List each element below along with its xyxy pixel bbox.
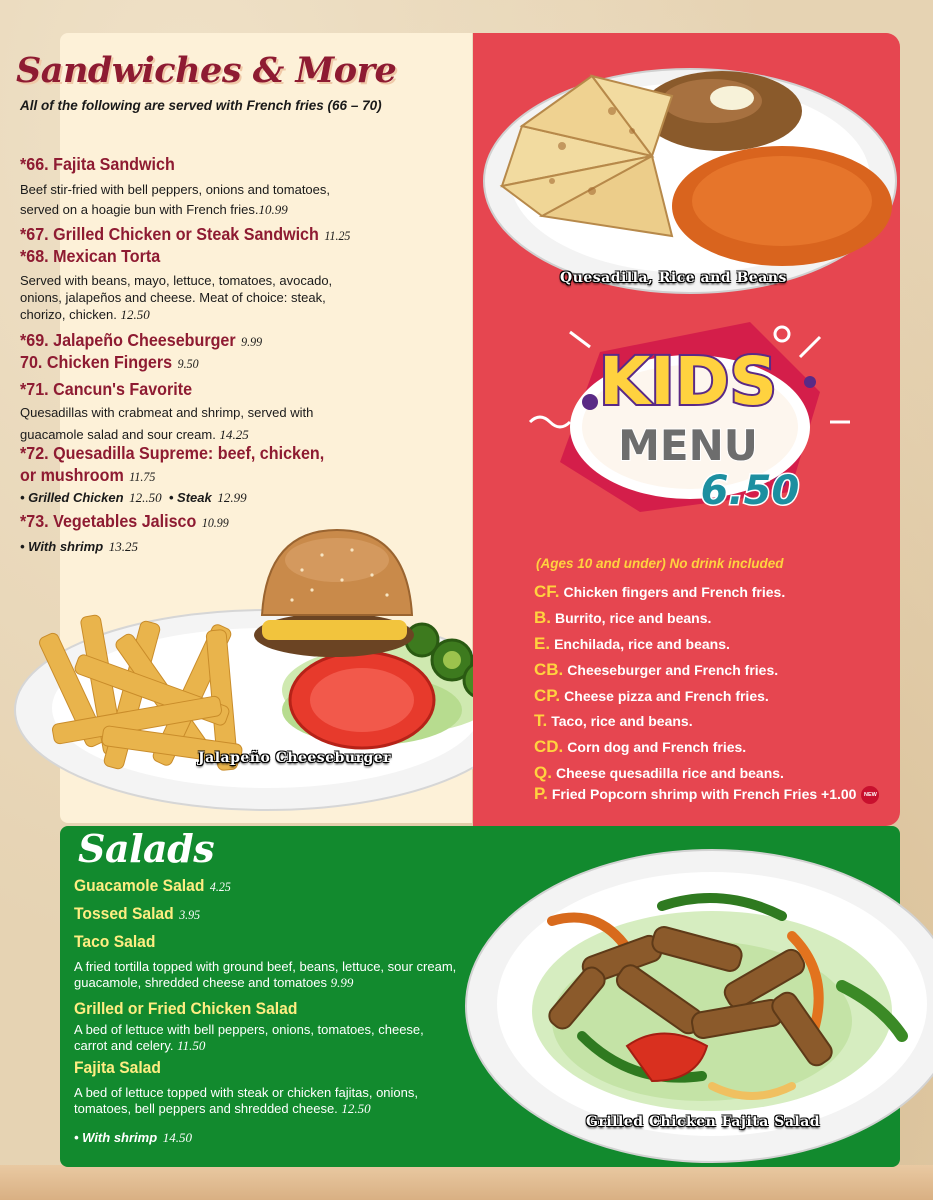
menu-item-66: *66. Fajita Sandwich (20, 154, 175, 174)
salad-item-fajita: Fajita Salad (74, 1058, 161, 1077)
menu-item-70: 70. Chicken Fingers 9.50 (20, 352, 199, 372)
menu-item-72-options: • Grilled Chicken 12..50 • Steak 12.99 (20, 490, 247, 505)
kids-item-q: Q. Cheese quesadilla rice and beans. (534, 763, 784, 782)
kids-item-cp: CP. Cheese pizza and French fries. (534, 686, 769, 705)
burger-plate-photo (12, 520, 522, 820)
salad-item-taco-desc: A fried tortilla topped with ground beef, beans, lettuce, sour cream, guacamole, shredded cheese and tomatoes 9.99 (74, 959, 457, 990)
menu-item-71-desc: Quesadillas with crabmeat and shrimp, served with guacamole salad and sour cream. 14.25 (20, 405, 314, 442)
salad-item-guacamole: Guacamole Salad 4.25 (74, 876, 231, 895)
sandwiches-title: Sandwiches & More (16, 50, 397, 91)
menu-item-72: *72. Quesadilla Supreme: beef, chicken, (20, 443, 325, 463)
salad-item-fajita-option: • With shrimp 14.50 (74, 1130, 193, 1145)
menu-item-69: *69. Jalapeño Cheeseburger 9.99 (20, 330, 263, 350)
salad-item-chicken-desc: A bed of lettuce with bell peppers, onions, tomatoes, cheese, carrot and celery. 11.50 (74, 1022, 424, 1053)
kids-menu-logo (520, 312, 860, 532)
menu-item-66-desc: Beef stir-fried with bell peppers, onions and tomatoes, served on a hoagie bun with French fries.10.99 (20, 182, 331, 217)
kids-item-p: P. Fried Popcorn shrimp with French Fries +1.00 NEW (534, 784, 879, 804)
kids-item-cf: CF. Chicken fingers and French fries. (534, 582, 786, 601)
menu-item-68: *68. Mexican Torta (20, 246, 161, 266)
kids-logo-word1: KIDS (598, 343, 778, 420)
new-badge: NEW (861, 786, 879, 804)
bottom-border-strip (0, 1165, 933, 1200)
salad-item-tossed: Tossed Salad 3.95 (74, 904, 201, 923)
menu-item-73: *73. Vegetables Jalisco 10.99 (20, 511, 229, 531)
quesadilla-photo-caption: Quesadilla, Rice and Beans (560, 270, 787, 286)
menu-item-67: *67. Grilled Chicken or Steak Sandwich 11.25 (20, 224, 351, 244)
menu-item-68-desc: Served with beans, mayo, lettuce, tomatoes, avocado, onions, jalapeños and cheese. Meat of choice: steak, chorizo, chicken. 12.50 (20, 273, 333, 322)
quesadilla-plate-photo (482, 36, 902, 296)
menu-item-72-line2: or mushroom 11.75 (20, 465, 156, 485)
kids-item-t: T. Taco, rice and beans. (534, 711, 693, 730)
salads-title: Salads (78, 826, 215, 871)
kids-logo-price: 6.50 (700, 468, 800, 514)
kids-item-cd: CD. Corn dog and French fries. (534, 737, 747, 756)
salad-item-chicken: Grilled or Fried Chicken Salad (74, 999, 298, 1018)
kids-note: (Ages 10 and under) No drink included (536, 556, 784, 571)
salad-item-fajita-desc: A bed of lettuce topped with steak or chicken fajitas, onions, tomatoes, bell peppers and shredded cheese. 12.50 (74, 1085, 418, 1116)
kids-logo-word2: MENU (618, 421, 758, 470)
salad-photo-caption: Grilled Chicken Fajita Salad (586, 1114, 821, 1130)
sandwiches-subtitle: All of the following are served with French fries (66 – 70) (20, 98, 382, 113)
salad-item-taco: Taco Salad (74, 932, 156, 951)
kids-item-e: E. Enchilada, rice and beans. (534, 634, 730, 653)
burger-photo-caption: Jalapeño Cheeseburger (198, 750, 392, 766)
menu-item-73-option: • With shrimp 13.25 (20, 539, 139, 554)
menu-item-71: *71. Cancun's Favorite (20, 379, 193, 399)
kids-item-b: B. Burrito, rice and beans. (534, 608, 712, 627)
kids-item-cb: CB. Cheeseburger and French fries. (534, 660, 779, 679)
